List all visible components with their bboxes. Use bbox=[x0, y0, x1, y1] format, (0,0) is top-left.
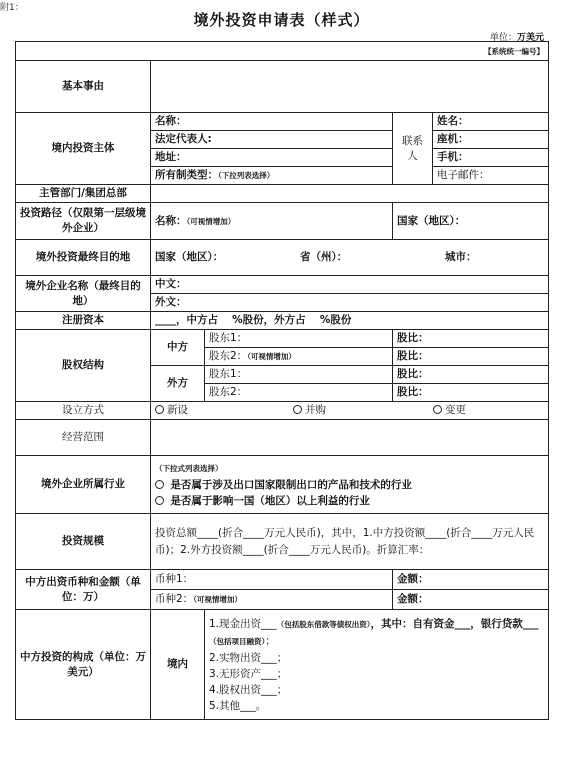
legal-rep-field[interactable]: 法定代表人: bbox=[151, 131, 393, 149]
radio-icon[interactable] bbox=[155, 480, 164, 489]
foreign-shareholder-2[interactable]: 股东2： bbox=[205, 384, 393, 402]
ownership-field[interactable]: 所有制类型：（下拉列表选择） bbox=[151, 167, 393, 185]
scope-field[interactable] bbox=[151, 420, 549, 456]
cn-ratio-2[interactable]: 股比： bbox=[393, 348, 549, 366]
currency-1-field[interactable]: 币种1： bbox=[151, 570, 393, 590]
application-form-table bbox=[15, 41, 549, 720]
appendix-label: 附1： bbox=[0, 3, 24, 13]
intangible-line: 3.无形资产___； bbox=[209, 667, 288, 680]
radio-icon[interactable] bbox=[433, 405, 442, 414]
scale-label: 投资规模 bbox=[16, 514, 151, 570]
amount-2-field[interactable]: 金额： bbox=[393, 590, 549, 610]
setup-option-change[interactable]: 变更 bbox=[433, 404, 466, 416]
destination-label: 境外投资最终目的地 bbox=[16, 240, 151, 276]
capital-field[interactable]: ____，中方占 %股份，外方占 %股份 bbox=[151, 312, 549, 330]
radio-icon[interactable] bbox=[293, 405, 302, 414]
path-country-field[interactable]: 国家（地区）： bbox=[393, 203, 549, 240]
foreign-name-en-field[interactable]: 外文： bbox=[151, 294, 549, 312]
destination-field[interactable]: 国家（地区）： 省（州）： 城市： bbox=[151, 240, 549, 276]
contact-label: 联系人 bbox=[393, 113, 433, 185]
industry-hint: （下拉式列表选择） bbox=[155, 463, 223, 473]
email-field[interactable]: 电子邮件： bbox=[433, 167, 549, 185]
dept-label: 主管部门/集团总部 bbox=[16, 185, 151, 203]
address-field[interactable]: 地址： bbox=[151, 149, 393, 167]
foreign-ratio-2[interactable]: 股比： bbox=[393, 384, 549, 402]
cash-line: 1.现金出资___（包括股东借款等债权出资），其中：自有资金___，银行贷款___（包括项目融资）； bbox=[209, 617, 539, 647]
industry-label: 境外企业所属行业 bbox=[16, 456, 151, 514]
currency-2-field[interactable]: 币种2：（可视情增加） bbox=[151, 590, 393, 610]
path-name-field[interactable]: 名称：（可视情增加） bbox=[151, 203, 393, 240]
industry-opt2[interactable]: 是否属于影响一国（地区）以上利益的行业 bbox=[155, 493, 544, 509]
foreign-name-label: 境外企业名称（最终目的地） bbox=[16, 276, 151, 312]
composition-domestic-label: 境内 bbox=[151, 610, 205, 720]
foreign-name-cn-field[interactable]: 中文： bbox=[151, 276, 549, 294]
foreign-ratio-1[interactable]: 股比： bbox=[393, 366, 549, 384]
physical-line: 2.实物出资___； bbox=[209, 651, 288, 664]
scale-field[interactable]: 投资总额____(折合____万元人民币)，其中，1.中方投资额____(折合____万元人民币)；2.外方投资额____(折合____万元人民币)。折算汇率： bbox=[151, 514, 549, 570]
path-label: 投资路径（仅限第一层级境外企业） bbox=[16, 203, 151, 240]
unit-label: 单位：万美元 bbox=[489, 33, 544, 43]
form-title: 境外投资申请表（样式） bbox=[193, 11, 370, 29]
capital-label: 注册资本 bbox=[16, 312, 151, 330]
currency-label: 中方出资币种和金额（单位：万） bbox=[16, 570, 151, 610]
equity-cn-side: 中方 bbox=[151, 330, 205, 366]
landline-field[interactable]: 座机： bbox=[433, 131, 549, 149]
setup-label: 设立方式 bbox=[16, 402, 151, 420]
other-line: 5.其他___。 bbox=[209, 699, 267, 712]
system-number: 【系统统一编号】 bbox=[16, 42, 549, 61]
dept-field[interactable] bbox=[151, 185, 549, 203]
equity-label: 股权结构 bbox=[16, 330, 151, 402]
composition-field[interactable] bbox=[205, 610, 549, 720]
setup-option-merge[interactable]: 并购 bbox=[293, 403, 433, 418]
domestic-name-field[interactable]: 名称： bbox=[151, 113, 393, 131]
cn-ratio-1[interactable]: 股比： bbox=[393, 330, 549, 348]
industry-opt1[interactable]: 是否属于涉及出口国家限制出口的产品和技术的行业 bbox=[155, 477, 544, 493]
setup-options bbox=[151, 402, 549, 420]
domestic-investor-label: 境内投资主体 bbox=[16, 113, 151, 185]
foreign-shareholder-1[interactable]: 股东1： bbox=[205, 366, 393, 384]
mobile-field[interactable]: 手机： bbox=[433, 149, 549, 167]
basic-reason-field[interactable] bbox=[151, 61, 549, 113]
scope-label: 经营范围 bbox=[16, 420, 151, 456]
cn-shareholder-1[interactable]: 股东1： bbox=[205, 330, 393, 348]
basic-reason-label: 基本事由 bbox=[16, 61, 151, 113]
amount-1-field[interactable]: 金额： bbox=[393, 570, 549, 590]
contact-name-field[interactable]: 姓名： bbox=[433, 113, 549, 131]
radio-icon[interactable] bbox=[155, 405, 164, 414]
industry-field[interactable] bbox=[151, 456, 549, 514]
equity-foreign-side: 外方 bbox=[151, 366, 205, 402]
equity-line: 4.股权出资___； bbox=[209, 683, 288, 696]
setup-option-new[interactable]: 新设 bbox=[155, 403, 293, 418]
cn-shareholder-2[interactable]: 股东2：（可视情增加） bbox=[205, 348, 393, 366]
radio-icon[interactable] bbox=[155, 496, 164, 505]
composition-label: 中方投资的构成（单位：万美元） bbox=[16, 610, 151, 720]
